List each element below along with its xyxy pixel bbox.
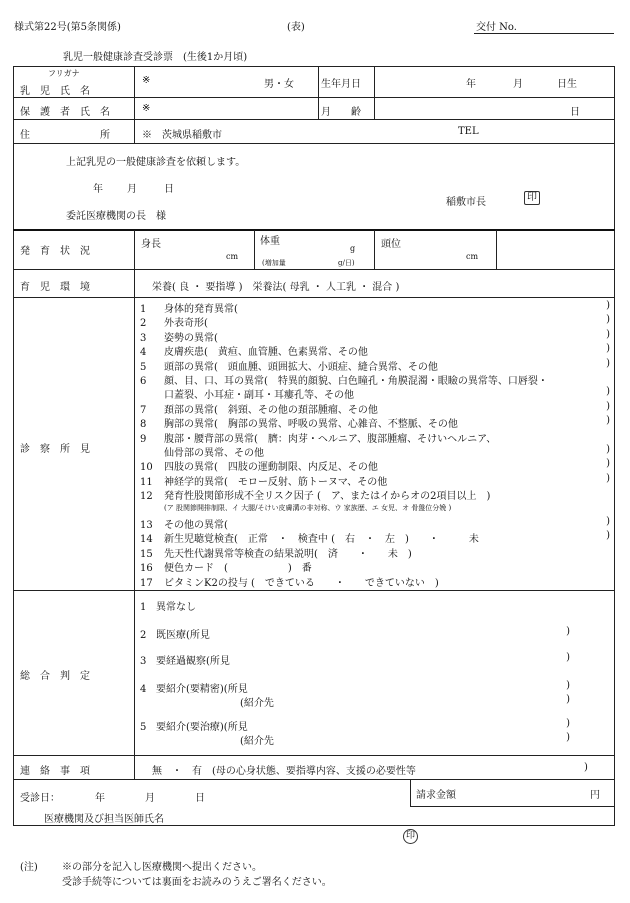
judgement-referral-close: ) [566, 732, 570, 743]
request-day: 日 [164, 184, 174, 195]
finding-number: 14 [140, 534, 153, 546]
billing-label: 請求金額 [416, 790, 456, 801]
request-year: 年 [93, 184, 103, 195]
finding-text: 顔、目、口、耳の異常( 特異的顔貌、白色瞳孔・角膜混濁・眼瞼の異常等、口唇裂・ [164, 376, 548, 387]
finding-item[interactable] [140, 458, 610, 473]
birth-year: 年 [466, 79, 476, 90]
frame-top [13, 66, 615, 67]
age-day: 日 [570, 107, 580, 118]
address-value[interactable]: ※ 茨城県稲敷市 [142, 130, 222, 141]
judgement-referral-text: (紹介先 [240, 698, 274, 709]
finding-text: ビタミンK2の投与 ( できている ・ できていない ) [164, 577, 439, 589]
finding-text: 頚部の異常( 斜頸、その他の頚部腫瘤、その他 [164, 404, 378, 416]
judgement-number: 4 [140, 684, 147, 695]
height-unit: cm [226, 252, 239, 261]
tel-label: TEL [458, 126, 479, 137]
notes-line2: 受診手続等については裏面をお読みのうえご署名ください。 [62, 877, 332, 888]
finding-item[interactable] [140, 502, 610, 513]
finding-item[interactable] [140, 444, 610, 459]
billing-yen: 円 [590, 790, 600, 801]
finding-number: 17 [140, 577, 153, 589]
finding-close: ) [606, 458, 610, 470]
finding-number: 7 [140, 404, 147, 416]
environment-value[interactable]: 栄養( 良 ・ 要指導 ) 栄養法( 母乳 ・ 人工乳 ・ 混合 ) [152, 282, 400, 293]
frame-right [614, 66, 615, 826]
finding-number: 9 [140, 433, 147, 445]
judgement-referral[interactable] [240, 732, 570, 747]
weight-gain-unit: g/日) [338, 259, 355, 267]
finding-number: 5 [140, 361, 147, 373]
side-label: (表) [287, 22, 305, 33]
finding-number: 2 [140, 318, 147, 330]
finding-item[interactable] [140, 473, 610, 488]
finding-close: ) [606, 357, 610, 369]
guardian-mark: ※ [142, 103, 151, 114]
finding-item[interactable] [140, 487, 610, 502]
judgement-text: 要紹介(要治療)(所見 [156, 722, 248, 733]
finding-item[interactable] [140, 314, 610, 329]
form-number: 様式第22号(第5条関係) [14, 22, 121, 33]
finding-text: 外表奇形( [164, 318, 208, 330]
infant-name-label: 乳 児 氏 名 [20, 86, 90, 97]
judgement-referral-text: (紹介先 [240, 736, 274, 747]
finding-item[interactable] [140, 430, 610, 445]
finding-number: 12 [140, 491, 153, 503]
finding-text: 頭部の異常( 頭血腫、頭囲拡大、小頭症、縫合異常、その他 [164, 361, 438, 373]
guardian-label: 保 護 者 氏 名 [20, 107, 110, 118]
judgement-item[interactable] [140, 680, 570, 695]
notes-line1: ※の部分を記入し医療機関へ提出ください。 [62, 862, 262, 873]
finding-close: ) [606, 415, 610, 427]
weight-label: 体重 [260, 236, 280, 247]
height-label: 身長 [141, 239, 161, 250]
judgement-text: 異常なし [156, 602, 196, 613]
finding-item[interactable] [140, 358, 610, 373]
visit-date[interactable]: 受診日： 年 月 日 [20, 793, 205, 804]
finding-item[interactable] [140, 574, 610, 589]
judgement-label: 総 合 判 定 [20, 671, 90, 682]
judgement-close: ) [566, 652, 570, 663]
sex-choice[interactable]: 男・女 [264, 79, 294, 90]
request-month: 月 [127, 184, 137, 195]
mayor-seal: 印 [524, 191, 540, 205]
judgement-close: ) [566, 718, 570, 729]
finding-text: 皮膚疾患( 黄疸、血管腫、色素異常、その他 [164, 347, 368, 359]
finding-text: 神経学的異常( モロー反射、筋トーヌマ、その他 [164, 476, 388, 488]
finding-text: 腹部・腰背部の異常( 臍：肉芽・ヘルニア、腹部腫瘤、そけいヘルニア、 [164, 433, 497, 445]
finding-item[interactable] [140, 516, 610, 531]
judgement-item[interactable] [140, 598, 570, 613]
mayor-label: 稲敷市長 [446, 197, 486, 208]
finding-text: 新生児聴覚検査( 正常 ・ 検査中 ( 右 ・ 左 ) ・ 未 [164, 534, 489, 546]
finding-number: 1 [140, 304, 147, 315]
finding-item[interactable] [140, 300, 610, 315]
finding-item[interactable] [140, 401, 610, 416]
finding-text: 便色カード ( ) 番 [164, 563, 312, 575]
finding-text: 胸部の異常( 胸部の異常、呼吸の異常、心雑音、不整脈、その他 [164, 419, 458, 431]
finding-close: ) [606, 314, 610, 326]
weight-gain-label: (増加量 [262, 259, 286, 267]
frame-left [13, 66, 14, 826]
contact-close: ) [584, 762, 588, 773]
address-label: 住 所 [20, 130, 110, 141]
age-label: 月 齢 [321, 107, 361, 118]
judgement-referral[interactable] [240, 694, 570, 709]
judgement-number: 2 [140, 630, 147, 641]
judgement-item[interactable] [140, 626, 570, 641]
issue-number-underline [474, 33, 614, 34]
birthdate-label: 生年月日 [321, 79, 361, 90]
finding-text: 仙骨部の異常、その他 [164, 448, 264, 459]
institution-label: 医療機関及び担当医師氏名 [44, 814, 164, 825]
finding-number: 15 [140, 548, 153, 560]
finding-number: 4 [140, 347, 147, 359]
judgement-close: ) [566, 680, 570, 691]
finding-item[interactable] [140, 545, 610, 560]
finding-close: ) [606, 386, 610, 398]
weight-unit: g [350, 244, 356, 253]
finding-item[interactable] [140, 559, 610, 574]
finding-close: ) [606, 343, 610, 355]
finding-close: ) [606, 530, 610, 542]
finding-number: 3 [140, 332, 147, 344]
finding-item[interactable] [140, 329, 610, 344]
judgement-item[interactable] [140, 718, 570, 733]
contact-value[interactable]: 無 ・ 有 (母の心身状態、要指導内容、支援の必要性等 [152, 766, 416, 777]
finding-close: ) [606, 516, 610, 527]
finding-text: 口蓋裂、小耳症・副耳・耳瘻孔等、その他 [164, 390, 354, 402]
finding-item[interactable] [140, 343, 610, 358]
finding-text: 四肢の異常( 四肢の運動制限、内反足、その他 [164, 462, 378, 474]
finding-text: 身体的発育異常( [164, 304, 238, 315]
frame-bottom [13, 825, 615, 826]
finding-text: その他の異常( [164, 520, 228, 531]
finding-text: 発育性股関節形成不全リスク因子 ( ア、またはイからオの2項目以上 ) [164, 491, 491, 503]
finding-number: 10 [140, 462, 153, 474]
finding-number: 16 [140, 563, 153, 575]
finding-number: 6 [140, 376, 147, 387]
request-text: 上記乳児の一般健康診査を依頼します。 [66, 157, 246, 168]
head-unit: cm [466, 252, 479, 261]
judgement-text: 要経過観察(所見 [156, 656, 230, 667]
judgement-text: 要紹介(要精密)(所見 [156, 684, 248, 695]
judgement-text: 既医療(所見 [156, 630, 210, 641]
finding-item[interactable] [140, 530, 610, 545]
finding-item[interactable] [140, 372, 610, 387]
birth-month: 月 [513, 79, 523, 90]
finding-close: ) [606, 300, 610, 311]
institution-seal: 印 [403, 829, 418, 844]
finding-number: 13 [140, 520, 153, 531]
form-title: 乳児一般健康診査受診票 (生後1か月頃) [63, 52, 248, 63]
findings-label: 診 察 所 見 [20, 444, 90, 455]
judgement-number: 3 [140, 656, 147, 667]
head-label: 頭位 [381, 239, 401, 250]
birth-day: 日生 [557, 79, 577, 90]
judgement-number: 5 [140, 722, 147, 733]
finding-close: ) [606, 328, 610, 340]
growth-label: 発 育 状 況 [20, 246, 90, 257]
furigana-label: フリガナ [48, 69, 80, 78]
judgement-referral-close: ) [566, 694, 570, 705]
finding-close: ) [606, 444, 610, 455]
environment-label: 育 児 環 境 [20, 282, 90, 293]
finding-item[interactable] [140, 386, 610, 401]
request-addressee: 委託医療機関の長 様 [66, 211, 166, 222]
issue-number-label: 交付 No. [476, 22, 517, 33]
finding-text: 先天性代謝異常等検査の結果説明( 済 ・ 未 ) [164, 548, 412, 560]
finding-number: 8 [140, 419, 147, 431]
contact-label: 連 絡 事 項 [20, 766, 90, 777]
finding-number: 11 [140, 476, 153, 488]
finding-text: 姿勢の異常( [164, 332, 218, 344]
finding-close: ) [606, 472, 610, 484]
notes-prefix: (注) [20, 862, 38, 873]
finding-item[interactable] [140, 415, 610, 430]
judgement-close: ) [566, 626, 570, 637]
finding-close: ) [606, 400, 610, 412]
finding-text: (ア 股関節開排制限、イ 大腿/そけい皮膚溝の非対称、ウ 家族歴、エ 女児、オ 骨盤位分娩 ) [164, 503, 452, 512]
judgement-item[interactable] [140, 652, 570, 667]
infant-name-mark: ※ [142, 75, 151, 86]
judgement-number: 1 [140, 602, 147, 613]
